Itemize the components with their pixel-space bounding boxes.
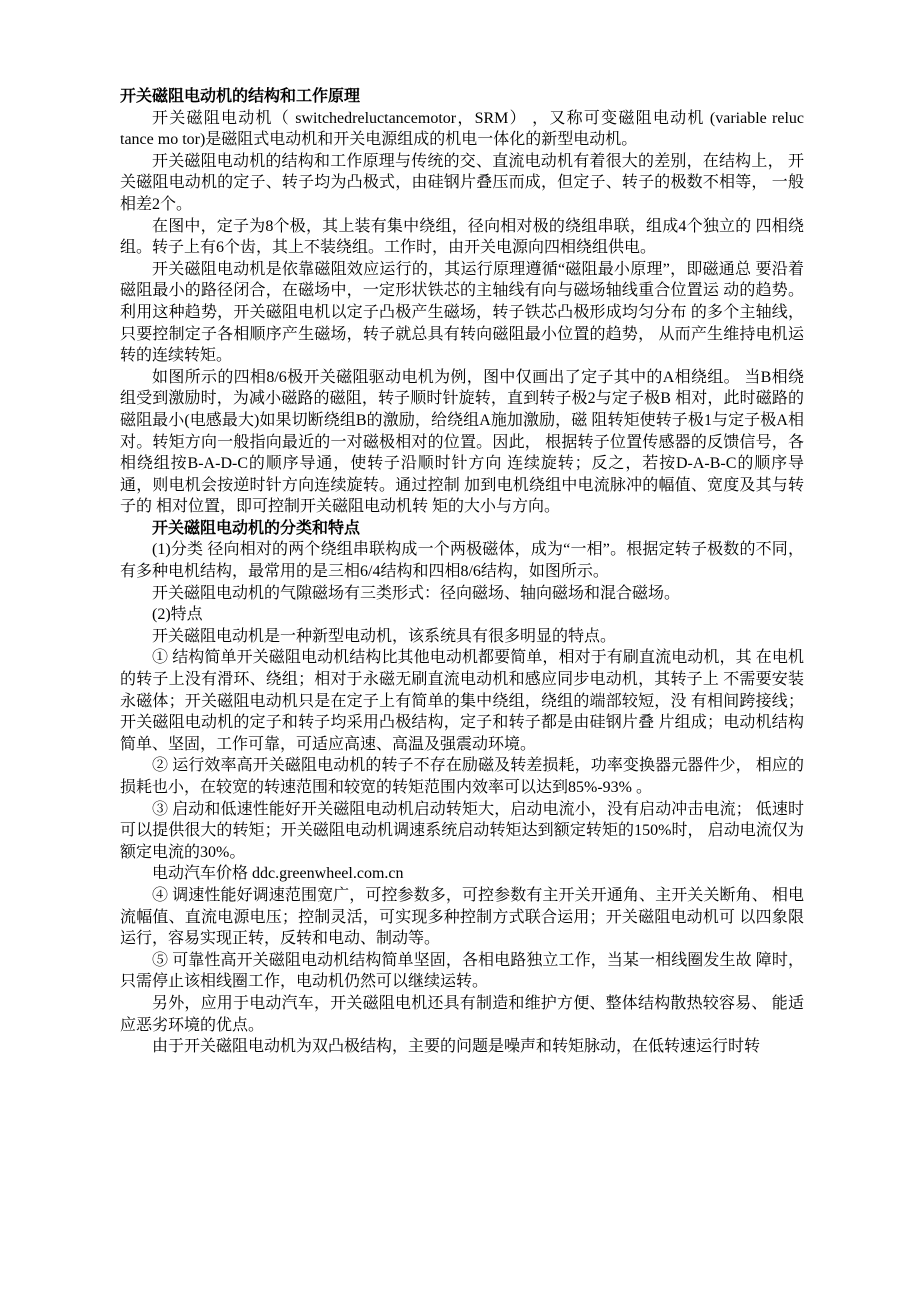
- para-feature-3-starting-low-speed: ③ 启动和低速性能好开关磁阻电动机启动转矩大，启动电流小，没有启动冲击电流； 低速时可以提供很大的转矩；开关磁阻电动机调速系统启动转矩达到额定转矩的150%时， 启动电流仅为额定电流的30%。: [120, 800, 804, 861]
- para-feature-5-reliability: ⑤ 可靠性高开关磁阻电动机结构简单坚固，各相电路独立工作，当某一相线圈发生故 障时，只需停止该相线圈工作，电动机仍然可以继续运转。: [120, 951, 804, 991]
- para-example-8-6-pole: 如图所示的四相8/6极开关磁阻驱动电机为例，图中仅画出了定子其中的A相绕组。 当B相绕组受到激励时，为减小磁路的磁阻，转子顺时针旋转，直到转子极2与定子极B 相对，此时磁路的磁阻最小(电感最大)如果切断绕组B的激励，给绕组A施加激励，磁 阻转矩使转子极1与定子极A相对。转矩方向一般指向最近的一对磁极相对的位置。因此， 根据转子位置传感器的反馈信号，各相绕组按B-A-D-C的顺序导通，使转子沿顺时针方向 连续旋转；反之，若按D-A-B-C的顺序导通，则电机会按逆时针方向连续旋转。通过控制 加到电机绕组中电流脉冲的幅值、宽度及其与转子的 相对位置，即可控制开关磁阻电动机转 矩的大小与方向。: [120, 368, 804, 516]
- para-feature-4-speed-regulation: ④ 调速性能好调速范围宽广，可控参数多，可控参数有主开关开通角、主开关关断角、 相电流幅值、直流电源电压；控制灵活，可实现多种控制方式联合运用；开关磁阻电动机可 以四象限运行，容易实现正转，反转和电动、制动等。: [120, 886, 804, 948]
- para-feature-2-high-efficiency: ② 运行效率高开关磁阻电动机的转子不存在励磁及转差损耗，功率变换器元器件少， 相应的损耗也小，在较宽的转速范围和较宽的转矩范围内效率可以达到85%-93% 。: [120, 757, 804, 796]
- document-page: [120, 86, 804, 1058]
- section-title-classification-features: 开关磁阻电动机的分类和特点: [152, 519, 361, 537]
- para-features-intro: 开关磁阻电动机是一种新型电动机，该系统具有很多明显的特点。: [152, 627, 617, 645]
- para-ev-price-ad-line: 电动汽车价格 ddc.greenwheel.com.cn: [152, 865, 404, 883]
- para-noise-torque-ripple: 由于开关磁阻电动机为双凸极结构，主要的问题是噪声和转矩脉动，在低转速运行时转: [152, 1038, 761, 1056]
- para-structure-difference: 开关磁阻电动机的结构和工作原理与传统的交、直流电动机有着很大的差别，在结构上， 开关磁阻电动机的定子、转子均为凸极式，由硅钢片叠压而成，但定子、转子的极数不相等， 一般相差2个。: [120, 152, 804, 213]
- para-definition: 开关磁阻电动机（ switchedreluctancemotor，SRM） ，又称可变磁阻电动机 (variable reluc tance mo tor)是磁阻式电动机和开关电源组成的机电一体化的新型电动机。: [120, 109, 804, 149]
- para-classification: (1)分类 径向相对的两个绕组串联构成一个两极磁体，成为“一相”。根据定转子极数的不同， 有多种电机结构，最常用的是三相6/4结构和四相8/6结构，如图所示。: [120, 541, 804, 581]
- para-ev-advantages: 另外，应用于电动汽车，开关磁阻电机还具有制造和维护方便、整体结构散热较容易、 能适应恶劣环境的优点。: [120, 994, 804, 1034]
- document-title: 开关磁阻电动机的结构和工作原理: [120, 88, 361, 105]
- para-operating-principle: 开关磁阻电动机是依靠磁阻效应运行的，其运行原理遵循“磁阻最小原理”，即磁通总 要沿着磁阻最小的路径闭合，在磁场中，一定形状铁芯的主轴线有向与磁场轴线重合位置运 动的趋势。利用这种趋势，开关磁阻电机以定子凸极产生磁场，转子铁芯凸极形成均匀分布 的多个主轴线，只要控制定子各相顺序产生磁场，转子就总具有转向磁阻最小位置的趋势， 从而产生维持电机运转的连续转矩。: [120, 260, 804, 365]
- para-stator-rotor: 在图中，定子为8个极，其上装有集中绕组，径向相对极的绕组串联，组成4个独立的 四相绕组。转子上有6个齿，其上不装绕组。工作时，由开关电源向四相绕组供电。: [120, 217, 804, 257]
- para-feature-1-simple-structure: ① 结构简单开关磁阻电动机结构比其他电动机都要简单，相对于有刷直流电动机，其 在电机的转子上没有滑环、绕组；相对于永磁无刷直流电动机和感应同步电动机，其转子上 不需要安装永磁体；开关磁阻电动机只是在定子上有简单的集中绕组，绕组的端部较短，没 有相间跨接线；开关磁阻电动机的定子和转子均采用凸极结构，定子和转子都是由硅钢片叠 片组成；电动机结构简单、坚固，工作可靠，可适应高速、高温及强震动环境。: [120, 649, 804, 753]
- para-airgap-field-types: 开关磁阻电动机的气隙磁场有三类形式：径向磁场、轴向磁场和混合磁场。: [152, 584, 681, 602]
- para-features-label: (2)特点: [152, 606, 203, 624]
